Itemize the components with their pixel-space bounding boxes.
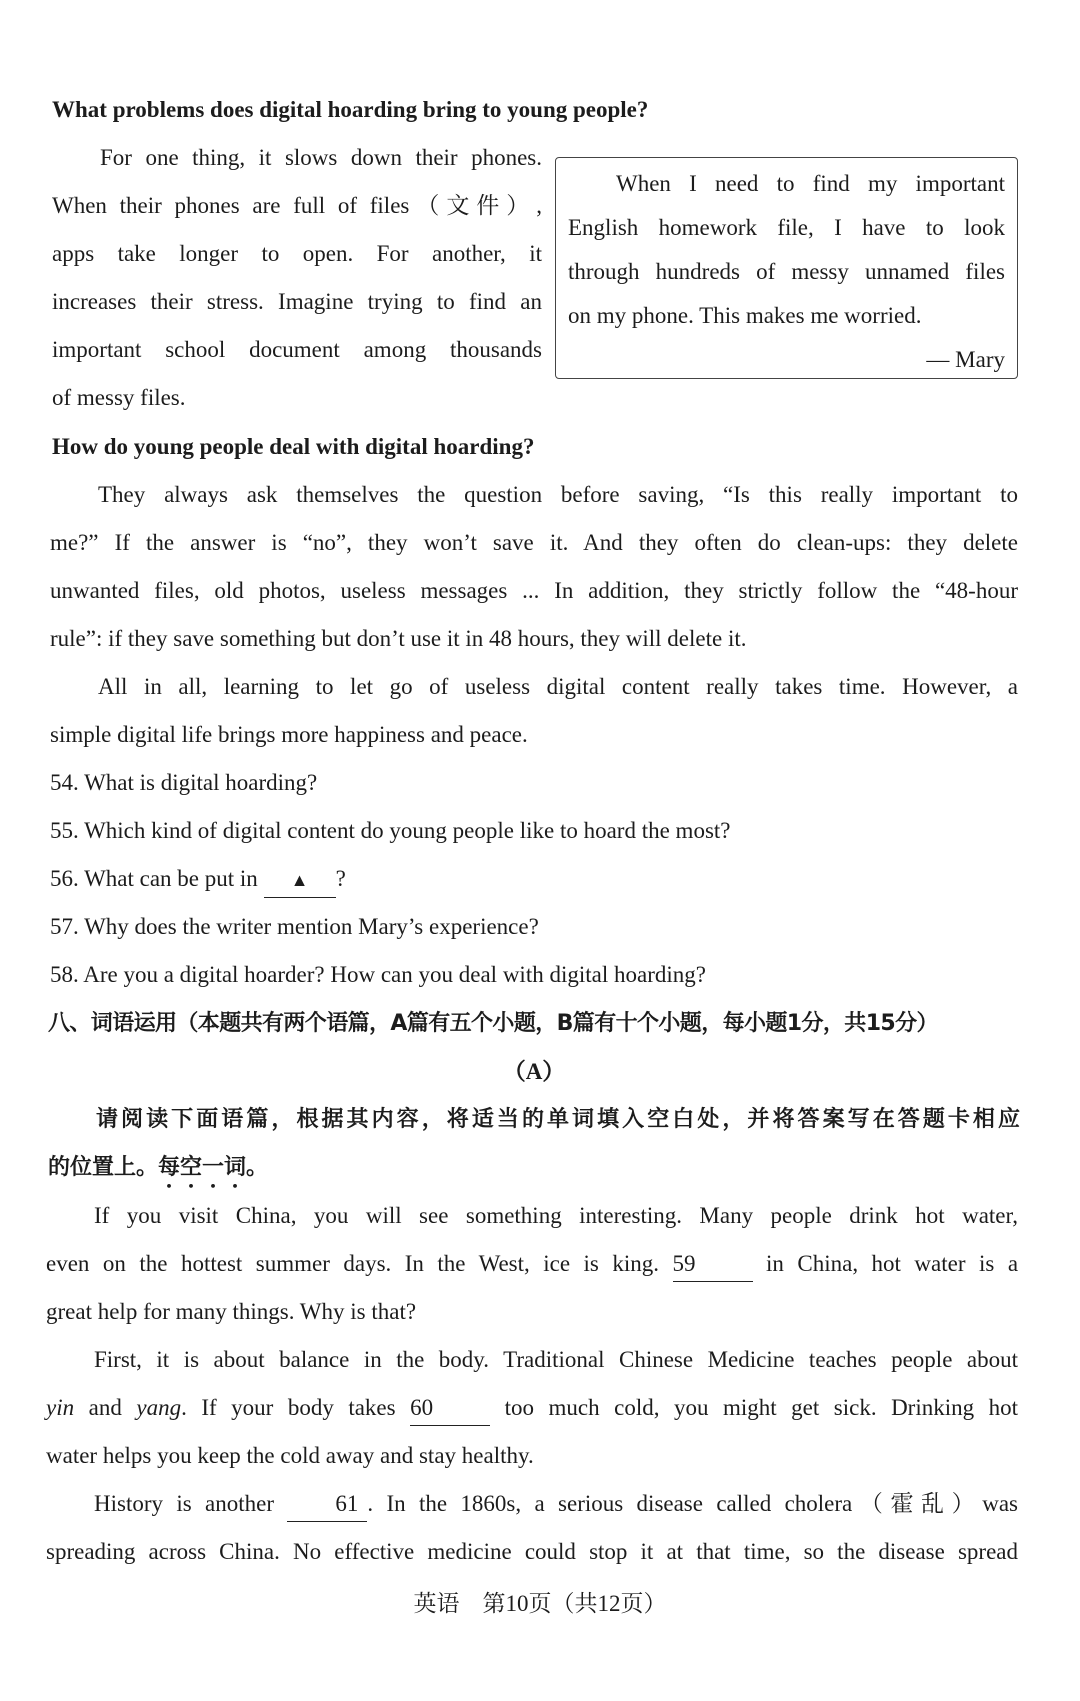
question-55: 55. Which kind of digital content do young people like to hoard the most? — [50, 818, 731, 843]
question-56-text: 56. What can be put in — [50, 866, 258, 891]
triangle-marker-icon: ▲ — [290, 870, 309, 890]
yin-term: yin — [46, 1395, 75, 1420]
problems-heading: What problems does digital hoarding bring to young people? — [52, 97, 649, 122]
passage-text: History is another — [94, 1491, 275, 1516]
instruction-line: 请阅读下面语篇，根据其内容，将适当的单词填入空白处，并将答案写在答题卡相应 — [96, 1107, 1020, 1132]
deal-line: rule”: if they save something but don’t use it in 48 hours, they will delete it. — [50, 626, 747, 651]
section-8-instruction — [48, 1096, 1020, 1193]
questions-list — [50, 759, 1018, 999]
quote-line: on my phone. This makes me worried. — [568, 303, 922, 328]
question-56 — [50, 855, 1018, 903]
quote-box — [555, 157, 1018, 379]
section-8-title: 八、词语运用（本题共有两个语篇，A篇有五个小题，B篇有十个小题，每小题1分，共15分） — [48, 1011, 938, 1036]
problems-paragraph — [52, 134, 542, 422]
page-footer: 英语 第10页（共12页） — [413, 1591, 667, 1616]
question-58: 58. Are you a digital hoarder? How can you deal with digital hoarding? — [50, 962, 706, 987]
passage-text: and — [88, 1395, 122, 1420]
passage-line: great help for many things. Why is that? — [46, 1299, 417, 1324]
summary-paragraph — [50, 663, 1018, 759]
passage-a — [46, 1192, 1018, 1576]
problems-line: apps take longer to open. For another, it — [52, 241, 542, 266]
instruction-text: 的位置上。 — [48, 1155, 159, 1180]
blank-59: 59 — [673, 1247, 753, 1282]
summary-line: All in all, learning to let go of useless digital content really takes time. However, a — [98, 674, 1018, 699]
blank-61: 61 — [287, 1487, 367, 1522]
deal-line: They always ask themselves the question before saving, “Is this really important to — [98, 482, 1018, 507]
problems-line: For one thing, it slows down their phones. — [100, 145, 542, 170]
deal-line: me?” If the answer is “no”, they won’t save it. And they often do clean-ups: they delete — [50, 530, 1018, 555]
passage-text: . If your body takes — [181, 1395, 396, 1420]
passage-line: spreading across China. No effective medicine could stop it at that time, so the disease spread — [46, 1539, 1018, 1564]
quote-line: English homework file, I have to look — [568, 215, 1005, 240]
instruction-end: 。 — [246, 1155, 269, 1180]
passage-text: . In the 1860s, a serious disease called cholera（霍乱）was — [367, 1491, 1019, 1516]
question-56-suffix: ? — [335, 866, 346, 891]
passage-line: water helps you keep the cold away and stay healthy. — [46, 1443, 534, 1468]
quote-line: When I need to find my important — [616, 171, 1005, 196]
yang-term: yang — [136, 1395, 182, 1420]
passage-line: First, it is about balance in the body. Traditional Chinese Medicine teaches people about — [94, 1347, 1018, 1372]
question-56-blank — [264, 862, 336, 898]
quote-signature: — Mary — [926, 347, 1005, 372]
problems-line: When their phones are full of files（文件）, — [52, 193, 542, 218]
passage-text: too much cold, you might get sick. Drinking hot — [504, 1395, 1019, 1420]
deal-line: unwanted files, old photos, useless messages ... In addition, they strictly follow the “48-hour — [50, 578, 1018, 603]
part-a-label: （A） — [502, 1059, 566, 1084]
question-54: 54. What is digital hoarding? — [50, 770, 318, 795]
deal-heading: How do young people deal with digital hoarding? — [52, 434, 535, 459]
passage-text: even on the hottest summer days. In the West, ice is king. — [46, 1251, 659, 1276]
deal-paragraph — [50, 471, 1018, 663]
passage-line — [46, 1384, 1018, 1432]
problems-line: important school document among thousands — [52, 337, 542, 362]
quote-line: through hundreds of messy unnamed files — [568, 259, 1005, 284]
passage-line: If you visit China, you will see something interesting. Many people drink hot water, — [94, 1203, 1018, 1228]
problems-line: increases their stress. Imagine trying to find an — [52, 289, 542, 314]
question-57: 57. Why does the writer mention Mary’s experience? — [50, 914, 539, 939]
instruction-emphasis: 每空一词 — [158, 1155, 247, 1180]
instruction-line — [48, 1144, 1020, 1193]
summary-line: simple digital life brings more happiness and peace. — [50, 722, 528, 747]
passage-line — [46, 1240, 1018, 1288]
passage-text: in China, hot water is a — [766, 1251, 1019, 1276]
blank-60: 60 — [410, 1391, 490, 1426]
problems-line: of messy files. — [52, 385, 186, 410]
passage-line — [46, 1480, 1018, 1528]
